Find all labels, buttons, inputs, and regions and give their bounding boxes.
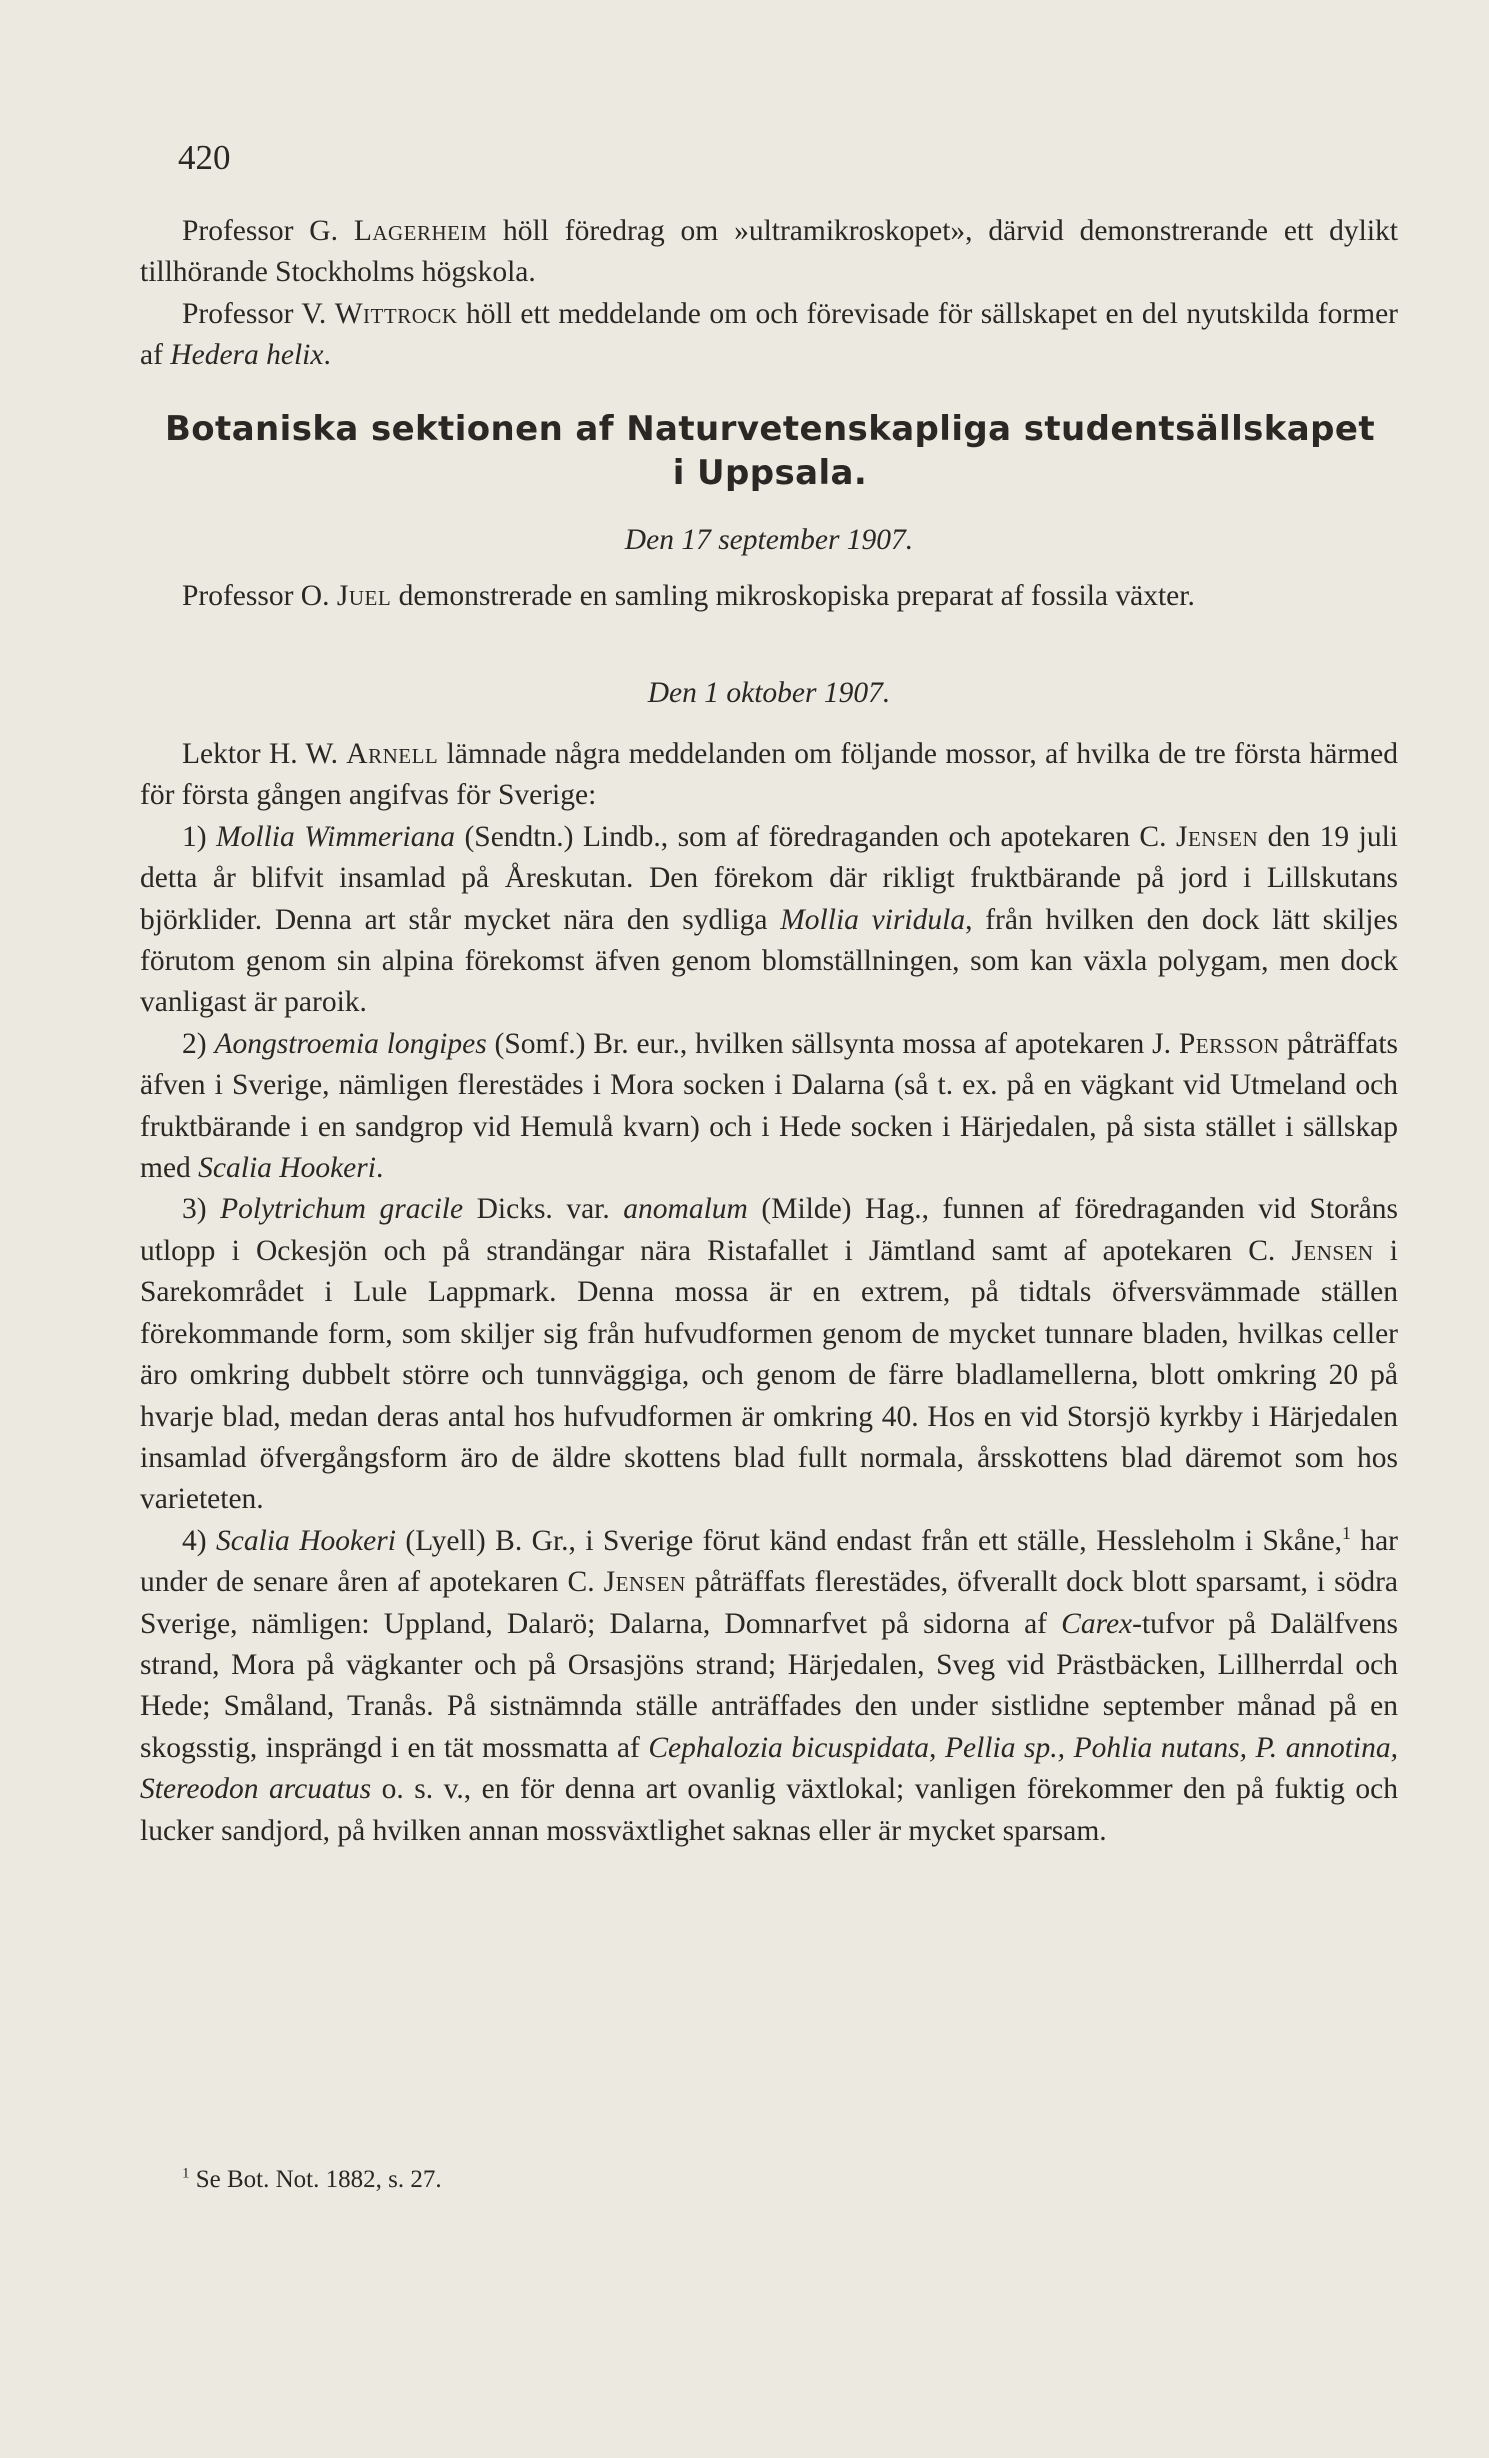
person-name: Jensen bbox=[1175, 820, 1259, 853]
paragraph-item-2: 2) Aongstroemia longipes (Somf.) Br. eur., hvilken sällsynta mossa af apotekaren J. Persson påträffats äfven i Sverige, nämligen flerestädes i Mora socken i Dalarna (så t. ex. på en vägkant vid Utmeland och fruktbärande i en sandgrop vid Hemulå kvarn) och i Hede socken i Härjedalen, på sista stället i sällskap med Scalia Hookeri. bbox=[140, 1027, 1398, 1185]
species-name: Scalia Hookeri bbox=[198, 1152, 376, 1185]
footnote-mark: 1 bbox=[182, 2165, 190, 2182]
arnell-text bbox=[140, 734, 1398, 1852]
paragraph-item-3: 3) Polytrichum gracile Dicks. var. anomalum (Milde) Hag., funnen af föredraganden vid Storåns utlopp i Ockesjön och på strandängar nära Ristafallet i Jämtland samt af apotekaren C. Jensen i Sarekområdet i Lule Lappmark. Denna mossa är en extrem, på tidtals öfversvämmade ställen förekommande form, som skiljer sig från hufvudformen genom de mycket tunnare bladen, hvilkas celler äro omkring dubbelt större och tunnväggiga, och genom de färre bladlamellerna, blott omkring 20 på hvarje blad, medan deras antal hos hufvudformen är omkring 40. Hos en vid Storsjö kyrkby i Härjedalen insamlad öfvergångsform äro de äldre skottens blad fullt normala, årsskottens blad däremot som hos varieteten. bbox=[140, 1193, 1399, 1516]
footnote-reference[interactable]: 1 bbox=[1342, 1522, 1351, 1543]
paragraph-lagerheim: Professor G. Lagerheim höll föredrag om »ultramikroskopet», därvid demonstrerande ett dylikt tillhörande Stockholms högskola. bbox=[140, 215, 1398, 289]
meeting-date-1: Den 17 september 1907. bbox=[624, 524, 914, 556]
juel-text bbox=[140, 576, 1398, 617]
variety-name: anomalum bbox=[623, 1193, 748, 1226]
intro-text bbox=[140, 211, 1398, 377]
paragraph-arnell: Lektor H. W. Arnell lämnade några meddelanden om följande mossor, af hvilka de tre första härmed för första gången angifvas för Sverige: bbox=[140, 738, 1398, 812]
person-name: Juel bbox=[336, 580, 392, 612]
person-name: Persson bbox=[1178, 1027, 1280, 1060]
paragraph-juel: Professor O. Juel demonstrerade en samling mikroskopiska preparat af fossila växter. bbox=[182, 580, 1195, 612]
genus-name: Carex bbox=[1061, 1607, 1133, 1640]
species-name: Scalia Hookeri bbox=[216, 1524, 396, 1557]
paragraph-wittrock: Professor V. Wittrock höll ett meddelande om och förevisade för sällskapet en del nyutskilda former af Hedera helix. bbox=[140, 297, 1398, 372]
person-name: Wittrock bbox=[334, 297, 458, 330]
page-number: 420 bbox=[178, 138, 231, 177]
section-heading bbox=[130, 407, 1410, 495]
person-name: Arnell bbox=[346, 738, 439, 770]
person-name: Jensen bbox=[1291, 1234, 1374, 1267]
footnote-text: Se Bot. Not. 1882, s. 27. bbox=[189, 2166, 442, 2193]
species-name: Hedera helix bbox=[170, 339, 324, 372]
species-list: Cephalozia bicuspidata, Pellia sp., Pohlia nutans, P. annotina, Stereodon arcuatus bbox=[140, 1731, 1398, 1806]
species-name: Mollia Wimmeriana bbox=[216, 820, 455, 853]
person-name: Lagerheim bbox=[353, 215, 488, 247]
person-name: Jensen bbox=[603, 1566, 686, 1599]
paragraph-item-1: 1) Mollia Wimmeriana (Sendtn.) Lindb., som af föredraganden och apotekaren C. Jensen den 19 juli detta år blifvit insamlad på Åreskutan. Den förekom där rikligt fruktbärande på jord i Lillskutans björklider. Denna art står mycket nära den sydliga Mollia viridula, från hvilken den dock lätt skiljes förutom genom sin alpina förekomst äfven genom blomställningen, som kan växla polygam, men dock vanligast är paroik. bbox=[140, 820, 1398, 1019]
section-heading-line-1: Botaniska sektionen af Naturvetenskapliga studentsällskapet bbox=[164, 409, 1375, 449]
meeting-date-2: Den 1 oktober 1907. bbox=[647, 677, 891, 709]
species-name: Aongstroemia longipes bbox=[214, 1027, 487, 1060]
paragraph-item-4: 4) Scalia Hookeri (Lyell) B. Gr., i Sverige förut känd endast från ett ställe, Hessleholm i Skåne,$^1$ har under de senare åren af apotekaren C. Jensen påträffats flerestädes, öfverallt dock blott sparsamt, i södra Sverige, nämligen: Uppland, Dalarö; Dalarna, Domnarfvet på sidorna af Carex-tufvor på Dalälfvens strand, Mora på vägkanter och på Orsasjöns strand; Härjedalen, Sveg vid Prästbäcken, Lillherrdal och Hede; Småland, Tranås. På sistnämnda ställe anträffades den under sistlidne september månad på en skogsstig, insprängd i en tät mossmatta af Cephalozia bicuspidata, Pellia sp., Pohlia nutans, P. annotina, Stereodon arcuatus o. s. v., en för denna art ovanlig växtlokal; vanligen förekommer den på fuktig och lucker sandjord, på hvilken annan mossväxtlighet saknas eller är mycket sparsam. bbox=[140, 1522, 1399, 1847]
footnote bbox=[182, 2163, 442, 2197]
section-heading-line-2: i Uppsala. bbox=[672, 453, 868, 493]
species-name: Mollia viridula bbox=[780, 903, 966, 936]
species-name: Polytrichum gracile bbox=[220, 1193, 464, 1226]
